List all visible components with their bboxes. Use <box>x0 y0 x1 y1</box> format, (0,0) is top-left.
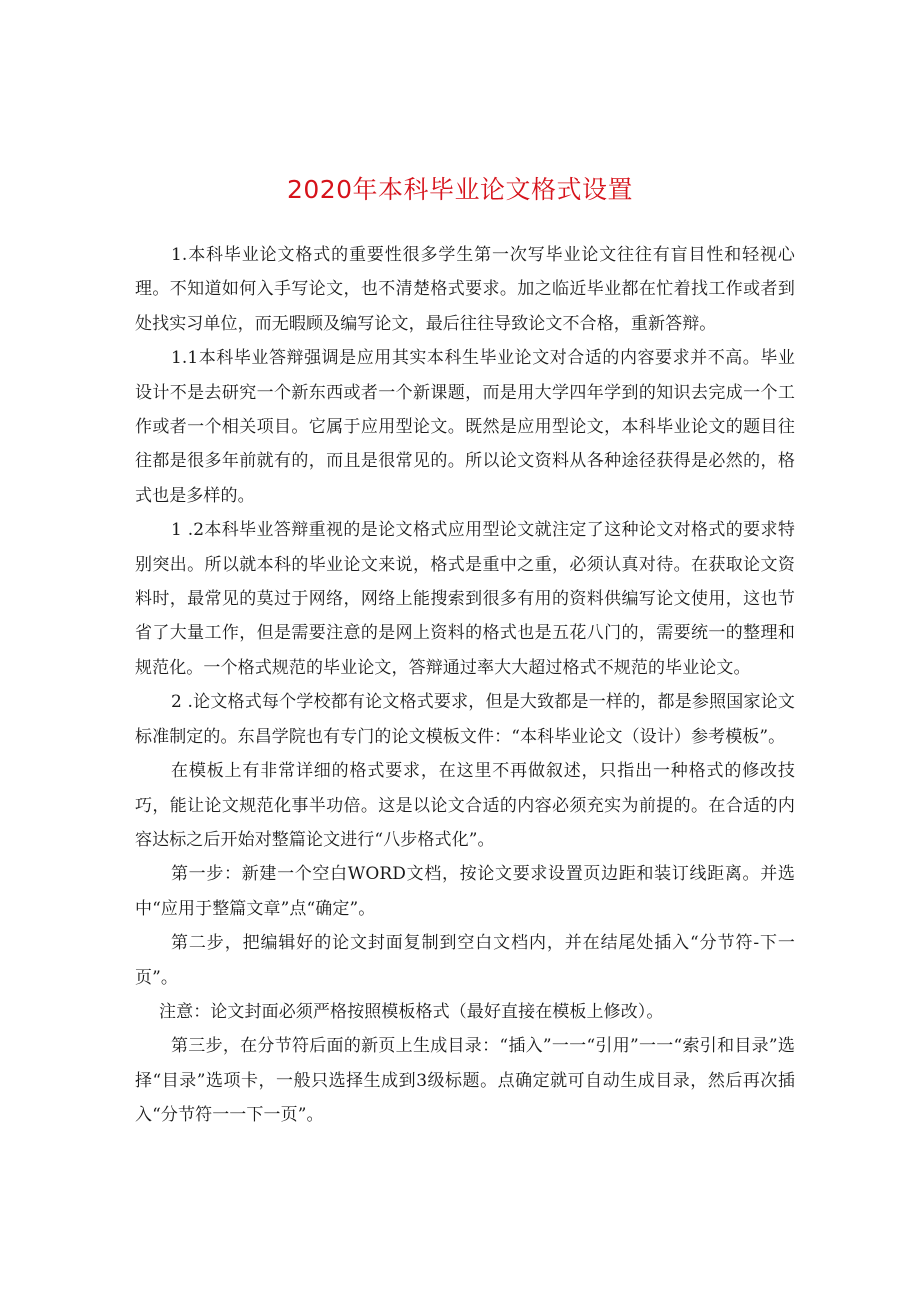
paragraph: 1 .2本科毕业答辩重视的是论文格式应用型论文就注定了这种论文对格式的要求特别突出。所以就本科的毕业论文来说，格式是重中之重，必须认真对待。在获取论文资料时，最常见的莫过于网络，网络上能搜索到很多有用的资料供编写论文使用，这也节省了大量工作，但是需要注意的是网上资料的格式也是五花八门的，需要统一的整理和规范化。一个格式规范的毕业论文，答辩通过率大大超过格式不规范的毕业论文。 <box>135 520 795 678</box>
paragraph: 第一步：新建一个空白WORD文档，按论文要求设置页边距和装订线距离。并选中“应用于整篇文章”点“确定”。 <box>135 864 795 919</box>
note-paragraph: 注意：论文封面必须严格按照模板格式（最好直接在模板上修改）。 <box>159 1001 664 1022</box>
paragraph: 1.1本科毕业答辩强调是应用其实本科生毕业论文对合适的内容要求并不高。毕业设计不是去研究一个新东西或者一个新课题，而是用大学四年学到的知识去完成一个工作或者一个相关项目。它属于应用型论文。既然是应用型论文，本科毕业论文的题目往往都是很多年前就有的，而且是很常见的。所以论文资料从各种途径获得是必然的，格式也是多样的。 <box>135 348 795 506</box>
paragraph: 第二步，把编辑好的论文封面复制到空白文档内，并在结尾处插入“分节符-下一页”。 <box>135 933 795 988</box>
paragraph: 1.本科毕业论文格式的重要性很多学生第一次写毕业论文往往有盲目性和轻视心理。不知道如何入手写论文，也不清楚格式要求。加之临近毕业都在忙着找工作或者到处找实习单位，而无暇顾及编写论文，最后往往导致论文不合格，重新答辩。 <box>135 245 795 334</box>
document-body <box>135 238 795 1133</box>
paragraph: 在模板上有非常详细的格式要求，在这里不再做叙述，只指出一种格式的修改技巧，能让论文规范化事半功倍。这是以论文合适的内容必须充实为前提的。在合适的内容达标之后开始对整篇论文进行“八步格式化”。 <box>135 761 795 850</box>
document-title: 2020年本科毕业论文格式设置 <box>286 175 634 204</box>
paragraph: 第三步，在分节符后面的新页上生成目录：“插入”一一“引用”一一“索引和目录”选择“目录”选项卡，一般只选择生成到3级标题。点确定就可自动生成目录，然后再次插入“分节符一一下一页”。 <box>135 1036 795 1126</box>
paragraph: 2 .论文格式每个学校都有论文格式要求，但是大致都是一样的，都是参照国家论文标准制定的。东昌学院也有专门的论文模板文件：“本科毕业论文（设计）参考模板”。 <box>135 692 795 747</box>
